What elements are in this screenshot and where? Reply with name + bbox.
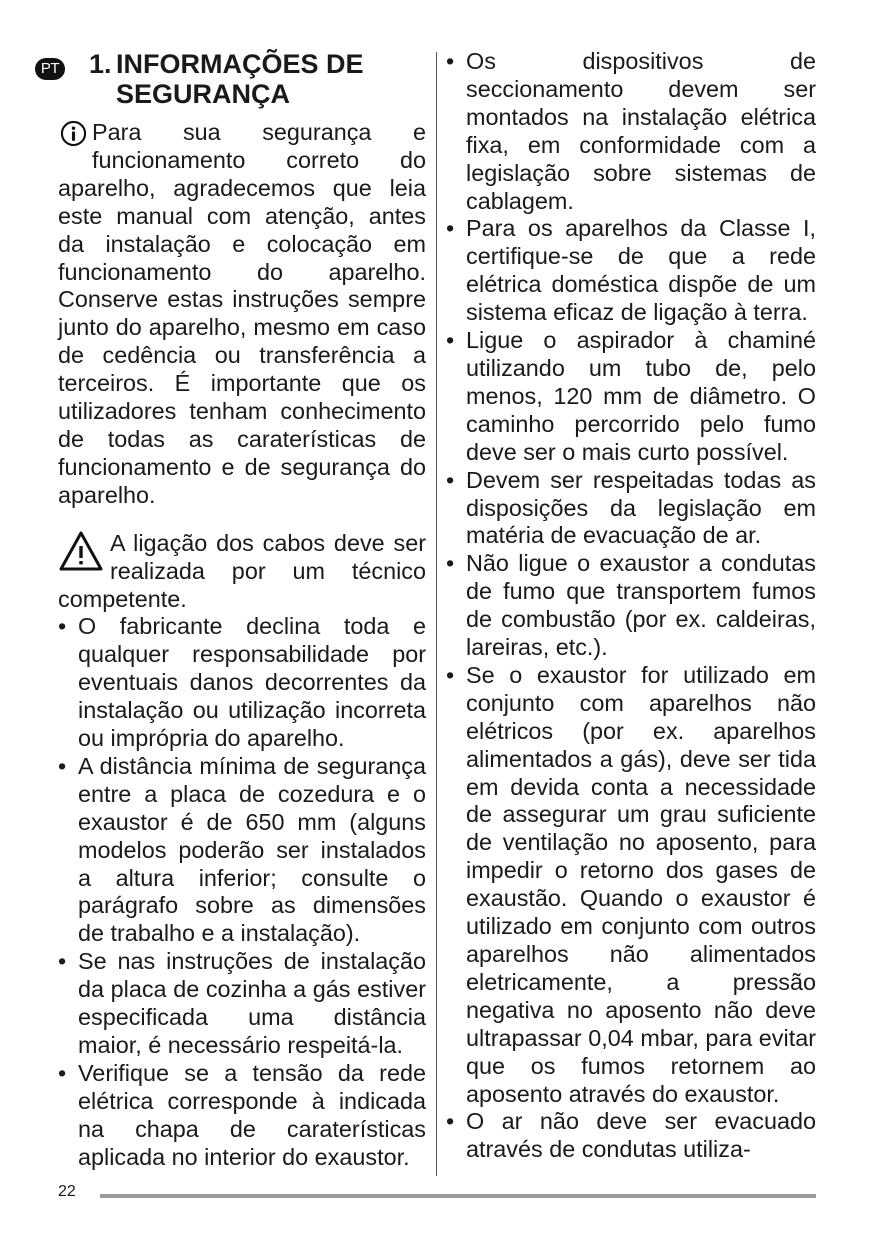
right-bullet-list (446, 48, 816, 1164)
left-column (40, 48, 426, 1172)
intro-text: Para sua segurança e funcionamento correto do aparelho, agradecemos que leia este manual com atenção, antes da instalação e colocação em funcionamento do aparelho. Conserve estas instruções sempre junto do aparelho, mesmo em caso de cedência ou transferência a terceiros. É importante que os utilizadores tenham conhecimento de todas as caraterísticas de funcionamento e de segurança do aparelho. (58, 119, 426, 508)
section-title-line1: INFORMAÇÕES DE (116, 49, 364, 79)
list-item: • O fabricante declina toda e qualquer responsabilidade por eventuais danos decorrentes da instalação ou utilização incorreta ou imprópria do aparelho. (58, 613, 426, 753)
list-item: • Não ligue o exaustor a condutas de fumo que transportem fumos de combustão (por ex. caldeiras, lareiras, etc.). (446, 550, 816, 662)
left-bullet-list (58, 613, 426, 1171)
language-badge: PT (35, 58, 65, 80)
right-column (446, 48, 816, 1164)
page-number: 22 (58, 1183, 76, 1200)
list-item: • Se o exaustor for utilizado em conjunto com aparelhos não elétricos (por ex. aparelhos alimentados a gás), deve ser tida em devida conta a necessidade de assegurar um grau suficiente de ventilação no aposento, para impedir o retorno dos gases de exaustão. Quando o exaustor é utilizado em conjunto com outros aparelhos não alimentados eletricamente, a pressão negativa no aposento não deve ultrapassar 0,04 mbar, para evitar que os fumos retornem ao aposento através do exaustor. (446, 662, 816, 1109)
warning-block (58, 530, 426, 614)
list-item: • Se nas instruções de instalação da placa de cozinha a gás estiver especificada uma distância maior, é necessário respeitá-la. (58, 948, 426, 1060)
warning-text: A ligação dos cabos deve ser realizada por um técnico competente. (58, 529, 426, 612)
list-item: • Verifique se a tensão da rede elétrica corresponde à indicada na chapa de caraterísticas aplicada no interior do exaustor. (58, 1060, 426, 1172)
warning-triangle-icon (58, 530, 104, 572)
list-item: • Para os aparelhos da Classe I, certifique-se de que a rede elétrica doméstica dispõe de um sistema eficaz de ligação à terra. (446, 215, 816, 327)
section-title-line2: SEGURANÇA (116, 79, 291, 109)
list-item: • A distância mínima de segurança entre a placa de cozedura e o exaustor é de 650 mm (alguns modelos poderão ser instalados a altura inferior; consulte o parágrafo sobre as dimensões de trabalho e a instalação). (58, 753, 426, 948)
intro-paragraph-block (58, 119, 426, 510)
list-item: • Devem ser respeitadas todas as disposições da legislação em matéria de evacuação de ar. (446, 467, 816, 551)
list-item: • O ar não deve ser evacuado através de condutas utiliza- (446, 1108, 816, 1164)
section-heading (40, 48, 426, 114)
section-number: 1. (89, 49, 112, 79)
list-item: • Ligue o aspirador à chaminé utilizando um tubo de, pelo menos, 120 mm de diâmetro. O caminho percorrido pelo fumo deve ser o mais curto possível. (446, 327, 816, 467)
list-item: • Os dispositivos de seccionamento devem ser montados na instalação elétrica fixa, em conformidade com a legislação sobre sistemas de cablagem. (446, 48, 816, 215)
column-divider (436, 52, 437, 1176)
footer-rule (100, 1194, 816, 1198)
info-icon (60, 120, 87, 147)
